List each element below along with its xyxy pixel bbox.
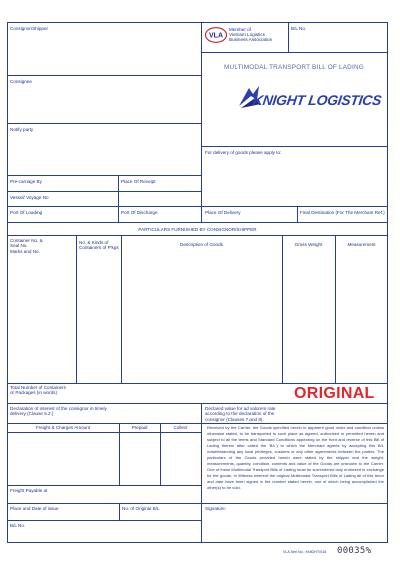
bl-no-top-label: B/L No. bbox=[291, 26, 307, 31]
document-title: MULTIMODAL TRANSPORT BILL OF LADING bbox=[224, 64, 364, 71]
divider-mid bbox=[118, 175, 119, 222]
col-divider-1 bbox=[76, 235, 77, 383]
divider-notify bbox=[7, 123, 201, 124]
col-measure-header: Measurement bbox=[347, 242, 376, 247]
col-container-header: Container No. & Seal No. Marks and No. bbox=[10, 238, 43, 254]
divider-particulars-banner bbox=[7, 235, 388, 236]
col-divider-4 bbox=[335, 235, 336, 383]
divider-blno bbox=[288, 22, 289, 52]
delivery-apply-label: For delivery of goods please apply to: bbox=[205, 150, 282, 155]
place-date-issue-label: Place and Date of issue bbox=[10, 506, 59, 511]
vla-abbr: VLA bbox=[209, 32, 223, 40]
divider-vertical-bottom bbox=[201, 403, 202, 543]
divider-bl-no bbox=[7, 520, 201, 521]
divider-precarriage bbox=[7, 175, 201, 176]
divider-final-dest bbox=[297, 206, 298, 222]
final-destination-label: Final Destination (For The Merchant Ref.) bbox=[300, 210, 385, 215]
divider-freight-header bbox=[7, 423, 388, 424]
vla-serial: VLA Seri No.: KNIGHT/018 bbox=[283, 550, 327, 554]
col-kinds-header: No. & Kinds of Containers of P'kgs bbox=[79, 240, 119, 251]
freight-payable-label: Freight Payable at bbox=[10, 488, 48, 493]
col-description-header: Description of Goods bbox=[180, 242, 223, 247]
divider-issue bbox=[7, 503, 388, 504]
col-gross-header: Gross Weight bbox=[294, 242, 323, 247]
col-divider-3 bbox=[282, 235, 283, 383]
col-divider-2 bbox=[121, 235, 122, 383]
divider-freight-labels bbox=[7, 432, 201, 433]
divider-particulars-bottom bbox=[7, 383, 388, 384]
num-original-label: No. of Original B/L bbox=[122, 506, 160, 511]
declared-value-label: Declared value for ad valorem rate according to the declaration of the consignor (Clauses 7 and 8). bbox=[205, 406, 276, 422]
terms-text: Received by the Carrier, the Goods specified herein in apparent good order and condition unless otherwise stated, to be transported to such place as agreed, authorized or permitted herein and subject to all the terms and Standard Conditions appearing on the front and reverse of this Bill of Lading therein after called the 'B/L') to which the Merchant agrees by accepting this B/L notwithstanding any local privileges, customs or any other agreements between the parties. The particulars of the Goods provided herein were stated by the shipper and the weight, measurements, quantity, condition, contents and value of the Goods are unknown to the Carrier. One of these Multimodal Transport Bills of Lading must be surrendered duly endorsed in exchange for the goods. In Witness whereof the original Multimodal Transport Bills of Lading all of this tenor and date have been signed in the number stated herein, one of which being accomplished the other(s) to be void. bbox=[207, 425, 384, 491]
vla-member-text: Member of Vietnam Logistics Business Association bbox=[229, 27, 273, 43]
port-discharge-label: Port Of Discharge bbox=[121, 210, 158, 215]
signature-label: Signature: bbox=[205, 506, 226, 511]
divider-particulars-top bbox=[7, 222, 388, 223]
consignor-label: Consignor/Shipper bbox=[10, 26, 49, 31]
divider-ports bbox=[7, 206, 388, 207]
original-stamp: ORIGINAL bbox=[294, 385, 375, 402]
divider-vessel bbox=[7, 191, 201, 192]
vla-logo-icon bbox=[205, 27, 227, 43]
precarriage-label: Pre-carriage By bbox=[10, 179, 42, 184]
divider-declarations bbox=[7, 403, 388, 404]
divider-delivery-apply bbox=[201, 146, 388, 147]
brand-name: KNIGHT LOGISTICS bbox=[251, 92, 383, 108]
port-loading-label: Port Of Loading bbox=[10, 210, 43, 215]
total-packages-label: Total Number of Containers or Packages (in words) bbox=[10, 385, 66, 396]
freight-collect-label: Collect bbox=[173, 425, 188, 430]
divider-issue-col bbox=[119, 503, 120, 520]
freight-amount-label: Freight & Charges Amount bbox=[35, 425, 91, 430]
place-receipt-label: Place Of Receipt bbox=[121, 179, 156, 184]
freight-prepaid-label: Prepaid bbox=[131, 425, 148, 430]
consignee-label: Consignee bbox=[10, 79, 32, 84]
particulars-banner: PARTICULARS FURNISHED BY CONSIGNOR/SHIPPER bbox=[138, 227, 257, 232]
divider-freight-payable bbox=[7, 485, 201, 486]
divider-consignee bbox=[7, 75, 201, 76]
vessel-label: Vessel/ Voyage No bbox=[10, 195, 49, 200]
bl-no-bottom-label: B/L No. bbox=[10, 523, 26, 528]
serial-number: 00035% bbox=[337, 546, 372, 556]
notify-party-label: Notify party bbox=[10, 127, 34, 132]
place-delivery-label: Place Of Delivery bbox=[205, 210, 241, 215]
interest-declaration-label: Declaration of interest of the consignor in timely delivery (Clause 5.2.) bbox=[10, 406, 107, 417]
divider-header bbox=[201, 52, 388, 53]
